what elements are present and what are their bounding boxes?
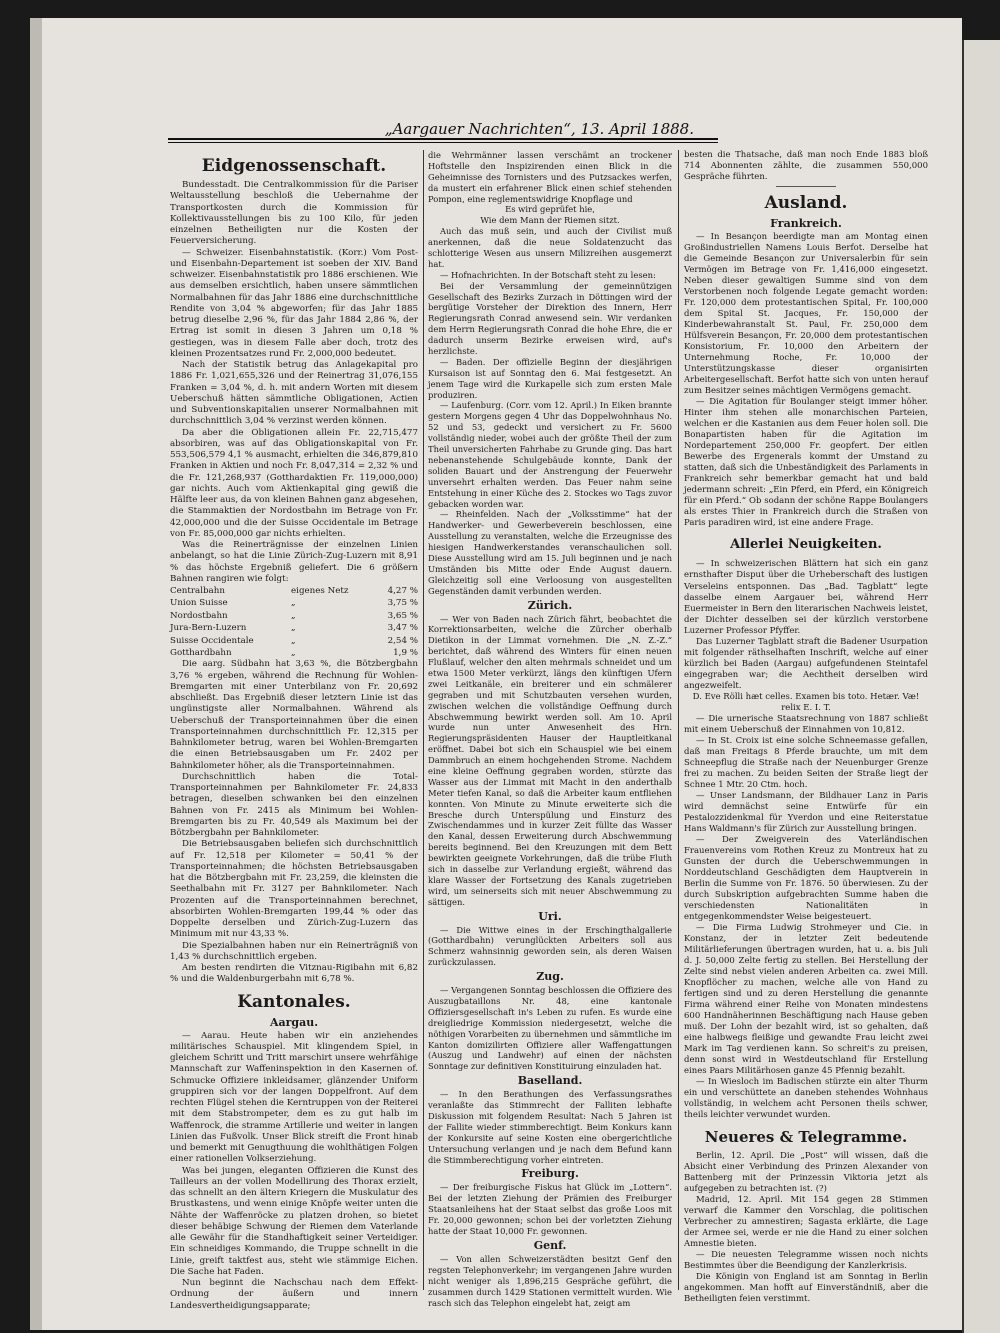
subsection-heading: Genf. bbox=[533, 1238, 567, 1252]
table-cell: Jura-Bern-Luzern bbox=[170, 623, 247, 634]
article-paragraph: — Vergangenen Sonntag beschlossen die Offiziere des Auszugbataillons Nr. 48, eine kantonale Offiziersgesellschaft in's Leben zu rufen. Es wurde eine dreigliedrige Kommission niedergesetzt, welche die nöthigen Vorarbeiten zu übernehmen und sämmtliche im Kanton domizilirten Offiziere aller Waffengattungen (Auszug und Landwehr) auf einen der nächsten Sonntage zur definitiven Konstituirung einzuladen hat. bbox=[428, 985, 672, 1072]
table-row bbox=[170, 610, 418, 622]
column-1 bbox=[170, 150, 418, 1312]
article-paragraph: Bei der Versammlung der gemeinnützigen Gesellschaft des Bezirks Zurzach in Döttingen wird der bergütige Vorsteher der Direktion des Innern, Herr Regierungsrath Conrad anwesend sein. Wir verdanken dem Herrn Regierungsrath Conrad die hohe Ehre, die er dadurch unserm Bezirke erweisen wird, auf's herzlichste. bbox=[428, 280, 672, 357]
column-2 bbox=[428, 150, 672, 1308]
article-paragraph: Die Königin von England ist am Sonntag in Berlin angekommen. Man hofft auf Einverständniß, aber die Betheiligten feien verstimmt. bbox=[684, 1272, 928, 1305]
column-3 bbox=[684, 150, 928, 1305]
article-paragraph: Nach der Statistik betrug das Anlagekapital pro 1886 Fr. 1,021,655,326 und der Reinertrag 31,076,155 Franken = 3,04 %, d. h. mit andern Worten mit diesem Ueberschuß hätten sämmtliche Obligationen, Actien und Subventionskapitalien unserer Normalbahnen mit durchschnittlich 3,04 % verzinst werden können. bbox=[170, 360, 418, 427]
subsection-heading: Aargau. bbox=[269, 1015, 319, 1029]
article-paragraph: Was die Reinerträgnisse der einzelnen Linien anbelangt, so hat die Linie Zürich-Zug-Luzern mit 8,91 % das höchste Ergebniß geliefert. Die 6 größern Bahnen rangiren wie folgt: bbox=[170, 540, 418, 584]
header-rule-thin bbox=[168, 142, 718, 143]
article-paragraph: Am besten rendirten die Vitznau-Rigibahn mit 6,82 % und die Waldenburgerbahn mit 6,78 %. bbox=[170, 963, 418, 985]
article-paragraph: besten die Thatsache, daß man noch Ende 1883 bloß 714 Abonnenten zählte, die zusammen 550,000 Gespräche führten. bbox=[684, 150, 928, 183]
article-paragraph: — Aarau. Heute haben wir ein anziehendes militärisches Schauspiel. Mit klingendem Spiel, in gleichem Schritt und Tritt marschirt unsere wehrfähige Mannschaft zur Waffeninspektion in den Kasernen of. Schmucke Offiziere inkleidsamer, glänzender Uniform gruppiren sich vor der langen Doppelfront. Auf dem rechten Flügel stehen die Kerntruppen von der Reiterei mit dem Stabstrompeter, dem es zu gut halb im Waffenrock, die stramme Artillerie und weiter in langen Linien das Fußvolk. Unser Blick streift die Front hinab und bemerkt mit Genugthuung die wohlthätigen Folgen einer rationellen Volkserziehung. bbox=[170, 1030, 418, 1165]
article-paragraph: — Rheinfelden. Nach der „Volksstimme“ hat der Handwerker- und Gewerbeverein beschlossen, eine Ausstellung zu veranstalten, welche die Erzeugnisse des hiesigen Handwerkerstandes veranschaulichen soll. Diese Ausstellung wird am 15. Juli beginnen und je nach Umständen bis Mitte oder Ende August dauern. Gleichzeitig soll eine Verloosung von ausgestellten Gegenständen damit verbunden werden. bbox=[428, 509, 672, 596]
column-divider bbox=[423, 150, 424, 1290]
table-cell: 1,9 % bbox=[393, 648, 418, 659]
article-paragraph: Bundesstadt. Die Centralkommission für die Pariser Weltausstellung beschloß die Uebernahme der Transportkosten durch die Kommission für Kollektivausstellungen bis zu 100 Kilo, für jeden einzelnen Betheiligten nur die Kosten der Feuerversicherung. bbox=[170, 180, 418, 247]
article-paragraph: Die aarg. Südbahn hat 3,63 %, die Bötzbergbahn 3,76 % ergeben, während die Rechnung für Wohlen-Bremgarten mit einer Unterbilanz von Fr. 20,692 abschließt. Das Ergebniß dieser letztern Linie ist das ungünstigste aller Normalbahnen. Während als Ueberschuß der Transporteinnahmen über die einen Transporteinnahmen durchschnittlich Fr. 12,315 per Bahnkilometer betrug, waren bei Wohlen-Bremgarten die einen Betriebsausgaben um Fr. 2402 per Bahnkilometer höher, als die Transporteinnahmen. bbox=[170, 659, 418, 771]
article-paragraph: — Laufenburg. (Corr. vom 12. April.) In Eiken brannte gestern Morgens gegen 4 Uhr das Doppelwohnhaus No. 52 und 53, gedeckt und versichert zu Fr. 5600 vollständig nieder, wobei auch der größte Theil der zum Theil unversicherten Fahrhabe zu Grunde ging. Das hart nebenanstehende Schulgebäude konnte, Dank der soliden Bauart und der Anstrengung der Feuerwehr unversehrt erhalten werden. Das Feuer nahm seine Entstehung in einer Küche des 2. Stockes wo Tags zuvor gebacken worden war. bbox=[428, 400, 672, 509]
table-row bbox=[170, 635, 418, 647]
inscription-text: D. Eve Rölli hæt celles. Examen bis toto. Hetær. Væ! relix E. I. T. bbox=[692, 691, 920, 713]
table-cell: Gotthardbahn bbox=[170, 648, 232, 659]
article-paragraph: — Die urnerische Staatsrechnung von 1887 schließt mit einem Ueberschuß der Einnahmen von 10,812. bbox=[684, 713, 928, 735]
subsection-heading: Zug. bbox=[536, 970, 564, 984]
table-cell: „ bbox=[291, 648, 296, 659]
article-paragraph: — Die neuesten Telegramme wissen noch nichts Bestimmtes über die Beendigung der Kanzlerkrisis. bbox=[684, 1250, 928, 1272]
article-paragraph: Berlin, 12. April. Die „Post“ will wissen, daß die Absicht einer Verbindung des Prinzen Alexander von Battenberg mit der Prinzessin Viktoria jetzt als aufgegeben zu betrachten ist. (?) bbox=[684, 1151, 928, 1195]
table-cell: Union Suisse bbox=[170, 598, 228, 609]
subsection-heading: Uri. bbox=[538, 909, 562, 923]
article-paragraph: — In schweizerischen Blättern hat sich ein ganz ernsthafter Disput über die Urheberschaft des lustigen Verseleins entsponnen. Das „Bad. Tagblatt“ legte dasselbe einem Aargauer bei, während Herr Euermeister in Bern den literarischen Nachweis leistet, der Dichter desselben sei der kürzlich verstorbene Luzerner Professor Pfyffer. bbox=[684, 559, 928, 636]
table-cell: Suisse Occidentale bbox=[170, 635, 254, 646]
article-paragraph: — In Wiesloch im Badischen stürzte ein alter Thurm ein und verschüttete an daneben stehendes Wohnhaus vollständig, in welchem acht Personen theils schwer, theils leichter verwundet wurden. bbox=[684, 1077, 928, 1121]
table-cell: „ bbox=[291, 610, 296, 621]
divider bbox=[776, 186, 836, 187]
header-title: „Aargauer Nachrichten“, 13. April 1888. bbox=[381, 120, 698, 138]
article-paragraph: Das Luzerner Tagblatt straft die Badener Usurpation mit folgender räthselhaften Inschrift, welche auf einer kürzlich bei Baden (Aargau) aufgefundenen Steintafel eingegraben war; die Aechtheit derselben wird angezweifelt. bbox=[684, 636, 928, 691]
verse-line: Es wird geprüfet hie, bbox=[505, 204, 595, 215]
article-paragraph: Nun beginnt die Nachschau nach dem Effekt-Ordnung der äußern und innern Landesvertheidigungsapparate; bbox=[170, 1278, 418, 1311]
article-paragraph: — Hofnachrichten. In der Botschaft steht zu lesen: bbox=[440, 269, 656, 280]
article-paragraph: — Die Agitation für Boulanger steigt immer höher. Hinter ihm stehen alle monarchischen Parteien, welchen er die Kastanien aus dem Feuer holen soll. Die Bonapartisten haben für die Agitation im Nordepartement 250,000 Fr. geopfert. Der eitlen Bewerbe des Ergenerals kommt der Umstand zu statten, daß sich die Unbeständigkeit des Parlaments in Frankreich sehr bemerkbar gemacht hat und bald jedermann schreit: „Ein Pferd, ein Pferd, ein Königreich für ein Pferd.“ Ob sodann der schöne Rappe Boulangers als erstes Thier in Frankreich durch die Straßen von Paris paradiren wird, ist eine andere Frage. bbox=[684, 397, 928, 529]
subsection-heading: Baselland. bbox=[517, 1074, 583, 1088]
article-paragraph: — Wer von Baden nach Zürich fährt, beobachtet die Korrektionsarbeiten, welche die Zürcher oberhalb Dietikon in der Limmat vornehmen. Die „N. Z.-Z.“ berichtet, daß während des Winters für einen neuen Flußlauf, welcher den alten mehrmals schneidet und um etwa 1500 Meter verkürzt, längs den künftigen Ufern zwei Leitkanäle, ein breiterer und ein schmälerer gegraben und mit Schutzbauten versehen wurden, zwischen welchen die vollständige Oeffnung durch Abschwemmung bewirkt werden soll. Am 10. April wurde nun unter Anwesenheit des Hrn. Regierungspräsidenten Hauser der Hauptleitkanal eröffnet. Dabei bot sich ein Schauspiel wie bei einem Dammbruch an einem hochgehenden Strome. Nachdem eine kleine Oeffnung gegraben worden, stürzte das Wasser aus der Limmat mit Macht in den anderthalb Meter tiefen Kanal, so daß die Arbeiter kaum entfliehen konnten. Von Minute zu Minute erweiterte sich die Bresche durch Unterspülung und Einsturz des Zwischendammes und in kurzer Zeit füllte das Wasser den Kanal, dessen Erweiterung durch Abschwemmung bereits beginnend. Bei den Kreuzungen mit dem Bett bewirkten geeignete Vorkehrungen, daß die trübe Fluth sich in dasselbe zur Verlandung ergießt, während das klare Wasser der Fortsetzung des Kanals zugetrieben wird, um seinerseits sich mit neuer Abschwemmung zu sättigen. bbox=[428, 613, 672, 907]
table-cell: 3,75 % bbox=[387, 598, 418, 609]
table-cell: Nordostbahn bbox=[170, 610, 228, 621]
subsection-heading: Frankreich. bbox=[770, 217, 842, 231]
table-cell: „ bbox=[291, 598, 296, 609]
article-paragraph: Die Spezialbahnen haben nur ein Reinerträgniß von 1,43 % durchschnittlich ergeben. bbox=[170, 940, 418, 962]
article-paragraph: — Die Firma Ludwig Strohmeyer und Cie. in Konstanz, der in letzter Zeit bedeutende Militärlieferungen übertragen wurden, hat u. a. bis Juli d. J. 50,000 Zelte fertig zu stellen. Bei Herstellung der Zelte sind nebst vielen anderen Arbeiten ca. zwei Mill. Knopflöcher zu machen, welche alle von Hand zu fertigen sind und zu deren Herstellung die genannte Firma während einer Reihe von Monaten mindestens 600 Handnäherinnen Beschäftigung nach Hause geben muß. Der Lohn der bezahlt wird, ist so gehalten, daß eine halbwegs fleißige und gewandte Frau leicht zwei Mark im Tag verdienen kann. So schreit's zu preisen, denn sonst wird in Westdeutschland für Erstellung eines Paars Militärhosen ganze 45 Pfennig bezahlt. bbox=[684, 922, 928, 1077]
article-paragraph: — Baden. Der offizielle Beginn der diesjährigen Kursaison ist auf Sonntag den 6. Mai festgesetzt. An jenem Tage wird die Kurkapelle sich zum ersten Male produziren. bbox=[428, 356, 672, 400]
table-row bbox=[170, 585, 418, 597]
verse-line: Wie dem Mann der Riemen sitzt. bbox=[480, 215, 620, 226]
section-heading: Ausland. bbox=[764, 193, 848, 214]
article-paragraph: Was bei jungen, eleganten Offizieren die Kunst des Tailleurs an der vollen Modellirung des Thorax erzielt, das schnellt an den ältern Kriegern die Muskulatur des Brustkastens, und wenn einige Knöpfe weiter unten die Nähte der Waffenröcke zu platzen drohen, so bietet dieser behäbige Schwung der Riemen dem Vaterlande alle Gewähr für die Standhaftigkeit seiner Verteidiger. Ein schneidiges Kommando, die Truppe schnellt in die Linie, greift taktfest aus, steht wie stämmige Eichen. Die Sache hat Faden. bbox=[170, 1165, 418, 1277]
article-paragraph: Da aber die Obligationen allein Fr. 22,715,477 absorbiren, was auf das Obligationskapital von Fr. 553,506,579 4,1 % ausmacht, erhielten die 346,879,810 Franken in Aktien und noch Fr. 8,047,314 = 2,32 % und die Fr. 121,268,937 (Gotthardaktien Fr. 119,000,000) gar nichts. Auch vom Aktienkapital ging gewiß die Hälfte leer aus, da von kleinen Bahnen ganz abgesehen, die Stammaktien der Nordostbahn im Betrage von Fr. 42,000,000 und die der Suisse Occidentale im Betrage von Fr. 85,000,000 gar nichts erhielten. bbox=[170, 427, 418, 539]
table-cell: „ bbox=[291, 635, 296, 646]
subsection-heading: Zürich. bbox=[527, 598, 573, 612]
article-paragraph: Durchschnittlich haben die Total-Transporteinnahmen per Bahnkilometer Fr. 24,833 betragen, dieselben schwanken bei den einzelnen Bahnen von Fr. 2415 als Minimum bei Wohlen-Bremgarten bis zu Fr. 40,549 als Maximum bei der Bötzbergbahn per Bahnkilometer. bbox=[170, 771, 418, 839]
article-paragraph: — Von allen Schweizerstädten besitzt Genf den regsten Telephonverkehr; im vergangenen Jahre wurden nicht weniger als 1,896,215 Gespräche geführt, die zusammen durch 1429 Stationen vermittelt wurden. Wie rasch sich das Telephon eingelebt hat, zeigt am bbox=[428, 1253, 672, 1308]
table-row bbox=[170, 647, 418, 659]
table-row bbox=[170, 597, 418, 609]
article-paragraph: — Die Wittwe eines in der Erschingthalgallerie (Gotthardbahn) verunglückten Arbeiters soll aus Schmerz wahnsinnig geworden sein, als deren Waisen zurückzulassen. bbox=[428, 924, 672, 968]
subsection-heading: Freiburg. bbox=[521, 1167, 579, 1181]
article-paragraph: Auch das muß sein, und auch der Civilist muß anerkennen, daß die neue Soldatenzucht das schlotterige Wesen aus unsern Milizreihen ausgemerzt hat. bbox=[428, 226, 672, 269]
table-cell: „ bbox=[291, 623, 296, 634]
table-cell: 3,65 % bbox=[387, 610, 418, 621]
section-heading: Kantonales. bbox=[237, 991, 351, 1012]
table-cell: 2,54 % bbox=[387, 635, 418, 646]
section-heading: Allerlei Neuigkeiten. bbox=[730, 537, 882, 553]
table-cell: eigenes Netz bbox=[291, 586, 349, 596]
column-divider bbox=[678, 150, 679, 1290]
section-heading: Eidgenossenschaft. bbox=[201, 156, 387, 176]
table-row bbox=[170, 622, 418, 634]
article-paragraph: — In Besançon beerdigte man am Montag einen Großindustriellen Namens Louis Berfot. Derselbe hat die Gemeinde Besançon zur Universalerbin für sein Vermögen im Betrage von Fr. 1,416,000 eingesetzt. Neben dieser gewaltigen Summe sind von dem Verstorbenen noch folgende Legate gemacht worden: Fr. 120,000 dem protestantischen Spital, Fr. 100,000 dem Spital St. Jacques, Fr. 150,000 der Kinderbewahranstalt St. Paul, Fr. 250,000 dem Hülfsverein Besançon, Fr. 20,000 dem protestantischen Konsistorium, Fr. 10,000 den Arbeitern der Unternehmung Roche, Fr. 10,000 der Unterstützungskasse dieser organisirten Arbeitergesellschaft. Berfot hatte sich von unten herauf zum Besitzer seines mächtigen Vermögens gemacht. bbox=[684, 232, 928, 397]
adjacent-page-edge bbox=[962, 40, 1000, 1333]
railway-ranking-table bbox=[170, 585, 418, 659]
table-cell: Centralbahn bbox=[170, 586, 225, 596]
article-paragraph: die Wehrmänner lassen verschämt an trockener Hoftstelle den Inspizirenden einen Blick in die Geheimnisse des Tornisters und des Putzsackes werfen, da mustert ein erfahrener Blick einen schief stehenden Pompon, eine reglementswidrige Knopflage und bbox=[428, 150, 672, 204]
article-paragraph: — In den Berathungen des Verfassungsrathes veranlaßte das Stimmrecht der Falliten lebhafte Diskussion mit folgendem Resultat: Nach 5 Jahren ist der Fallite wieder stimmberechtigt. Beim Konkurs kann der Konkursite auf seine Kosten eine obergerichtliche Untersuchung verlangen und je nach dem Befund kann die Stimmberechtigung vorher eintreten. bbox=[428, 1089, 672, 1165]
article-paragraph: — Unser Landsmann, der Bildhauer Lanz in Paris wird demnächst seine Entwürfe für ein Pestalozzidenkmal für Yverdon und eine Reiterstatue Hans Waldmann's für Zürich zur Ausstellung bringen. bbox=[684, 790, 928, 834]
article-paragraph: — Schweizer. Eisenbahnstatistik. (Korr.) Vom Post- und Eisenbahn-Departement ist soeben der XIV. Band schweizer. Eisenbahnstatistik pro 1886 erschienen. Wie aus demselben ersichtlich, haben unsere sämmtlichen Normalbahnen für das Jahr 1886 eine durchschnittliche Rendite von 3,04 % abgeworfen; für das Jahr 1885 betrug dieselbe 2,96 %, für das Jahr 1884 2,86 %, der Ertrag ist somit in diesen 3 Jahren um 0,18 % gestiegen, was in diesem Falle aber doch, trotz des kleinen Prozentsatzes rund Fr. 2,000,000 bedeutet. bbox=[170, 247, 418, 359]
section-heading: Neueres & Telegramme. bbox=[704, 1128, 908, 1147]
table-cell: 3,47 % bbox=[387, 623, 418, 634]
page-header bbox=[168, 120, 718, 146]
article-paragraph: Die Betriebsausgaben beliefen sich durchschnittlich auf Fr. 12,518 per Kilometer = 50,41 % der Transporteinnahmen; die höchsten Betriebsausgaben hat die Bötzbergbahn mit Fr. 23,259, die kleinsten die Seethalbahn mit Fr. 3127 per Bahnkilometer. Nach Prozenten auf die Transporteinnahmen berechnet, absorbirten Wohlen-Bremgarten 199,44 % oder das Doppelte derselben und Zürich-Zug-Luzern das Minimum mit nur 43,33 %. bbox=[170, 839, 418, 940]
article-paragraph: Madrid, 12. April. Mit 154 gegen 28 Stimmen verwarf die Kammer den Vorschlag, die politischen Verbrecher zu amnestiren; Sagasta erklärte, die Lage der Armee sei, werde er nie die Hand zu einer solchen Amnestie bieten. bbox=[684, 1195, 928, 1250]
header-rule bbox=[168, 138, 718, 140]
article-paragraph: — In St. Croix ist eine solche Schneemasse gefallen, daß man Freitags 8 Pferde brauchte, um mit dem Schneepflug die Straße nach der Neuenburger Grenze frei zu machen. Zu beiden Seiten der Straße liegt der Schnee 1 Mtr. 20 Ctm. hoch. bbox=[684, 735, 928, 790]
article-paragraph: — Der freiburgische Fiskus hat Glück im „Lottern“. Bei der letzten Ziehung der Prämien des Freiburger Staatsanleihens hat der Staat selbst das große Loos mit Fr. 20,000 gewonnen; schon bei der vorletzten Ziehung hatte der Staat 10,000 Fr. gewonnen. bbox=[428, 1182, 672, 1237]
binding-spine bbox=[30, 18, 42, 1330]
article-paragraph: — Der Zweigverein des Vaterländischen Frauenvereins vom Rothen Kreuz zu Montreux hat zu Gunsten der durch die Ueberschwemmungen in Norddeutschland Geschädigten dem Hauptverein in Berlin die Summe von Fr. 1876. 50 überwiesen. Zu der durch Subskription aufgebrachten Summe haben die verschiedensten Nationalitäten in entgegenkommendster Weise beigesteuert. bbox=[684, 834, 928, 922]
table-cell: 4,27 % bbox=[387, 586, 418, 596]
